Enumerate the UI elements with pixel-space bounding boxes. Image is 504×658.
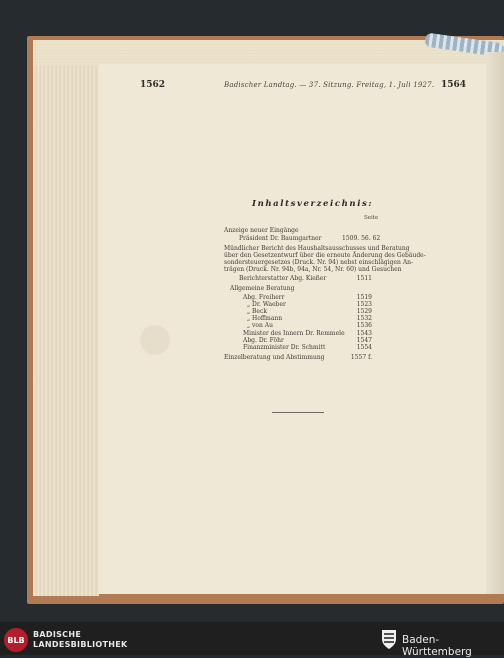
toc-entry-page: 1532 [356,315,372,322]
toc-entry-text: „ Beck [247,308,267,315]
page-gutter [486,52,504,594]
toc-entry-page: 1547 [356,337,372,344]
state-name[interactable]: Baden-Württemberg [402,634,472,658]
toc-entry-text: Anzeige neuer Eingänge [224,227,299,234]
blb-logo-icon[interactable]: BLB [4,628,28,652]
library-name[interactable] [33,630,128,650]
toc-entry-text: Minister des Innern Dr. Remmele [243,330,345,337]
toc-entry-text: Finanzminister Dr. Schmitt [243,344,326,351]
toc-column-label: Seite [364,215,379,221]
toc-entry-page: 1543 [356,330,372,337]
page-stack-edge [33,40,99,596]
toc-entry-text: „ Hoffmann [247,315,283,322]
page-number-left: 1562 [140,80,166,90]
page-number-right: 1564 [441,80,467,90]
toc-entry-page: 1554 [356,344,372,351]
toc-entry-text: Einzelberatung und Abstimmung [224,354,325,361]
toc-entry-text: Präsident Dr. Baumgartner [239,235,322,242]
toc-entry-page: 1536 [356,322,372,329]
toc-entry-page: 1529 [356,308,372,315]
toc-entry-text: Berichterstatter Abg. Kießer [239,275,327,282]
section-divider [272,412,324,413]
toc-entry-page: 1523 [356,301,372,308]
toc-title: Inhaltsverzeichnis: [252,199,374,209]
library-name-line1: BADISCHE [33,630,82,639]
toc-entry-text: Abg. Freiherr [243,294,285,301]
paper-stain [140,325,170,355]
toc-entry-page: 1557 f. [350,354,372,361]
toc-entry-page: 1509. 56. 62 [342,235,381,242]
toc-entry-text: „ Dr. Waeber [247,301,286,308]
running-head: Badischer Landtag. — 37. Sitzung. Freitag, 1. Juli 1927. [224,81,435,89]
toc-entry-text: sondersteuergesetzes (Druck. Nr. 94) nebst einschlägigen An- [224,259,414,266]
toc-entry-text: trägen (Druck. Nr. 94b, 94a, Nr. 54, Nr. 60) und Gesuchen [224,266,402,273]
toc-entry-text: Mündlicher Bericht des Haushaltsausschusses und Beratung [224,245,410,252]
toc-entry-text: über den Gesetzentwurf über die erneute Änderung des Gebäude- [224,252,426,259]
toc-entry-text: Abg. Dr. Föhr [243,337,284,344]
state-crest-icon[interactable] [380,628,398,650]
toc-entry-page: 1519 [356,294,372,301]
toc-entry-text: Allgemeine Beratung [230,285,295,292]
toc-entry-page: 1511 [356,275,372,282]
library-name-line2: LANDESBIBLIOTHEK [33,640,128,649]
toc-entry-text: „ von Au [247,322,273,329]
